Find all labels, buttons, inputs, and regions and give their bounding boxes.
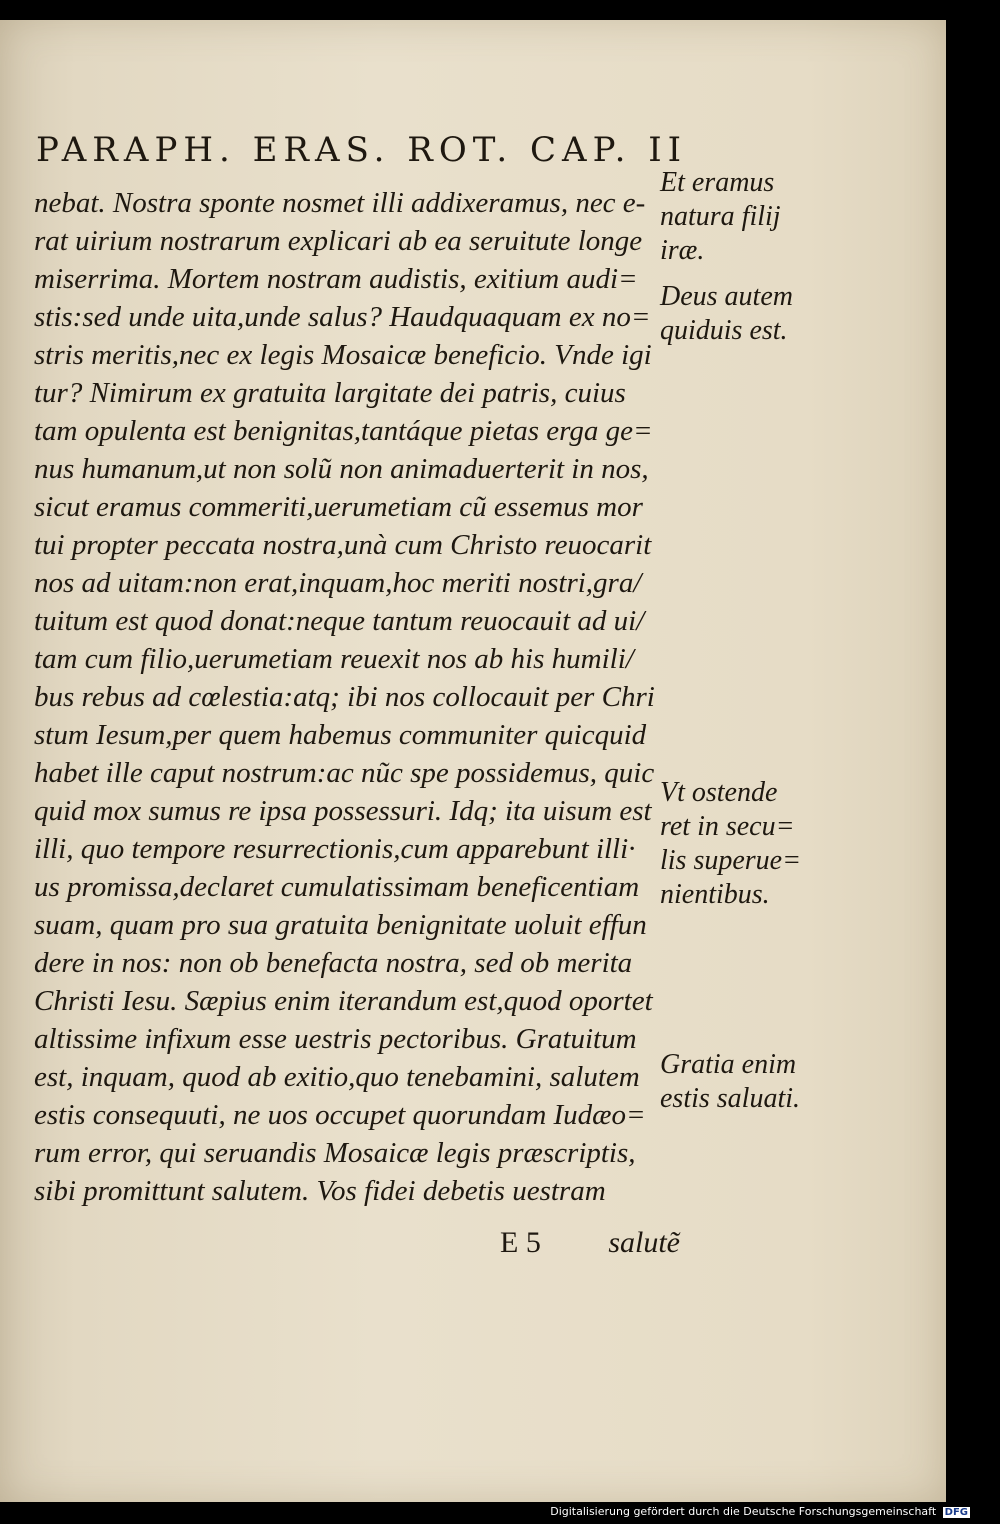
text-line: rum error, qui seruandis Mosaicæ legis præscriptis, — [34, 1137, 636, 1169]
text-line: stum Iesum,per quem habemus communiter quicquid — [34, 719, 647, 751]
marginal-note-line: Vt ostende — [660, 777, 778, 808]
text-line: sicut eramus commeriti,uerumetiam cũ essemus mor — [34, 491, 643, 523]
text-line: dere in nos: non ob benefacta nostra, sed ob merita — [34, 947, 633, 979]
book-page — [0, 20, 946, 1502]
marginal-note — [660, 280, 793, 348]
marginal-note-line: Deus autem — [660, 281, 793, 312]
marginal-note-line: lis superue= — [660, 845, 801, 876]
marginal-note-line: nientibus. — [660, 879, 770, 910]
signature-and-catchword — [500, 1226, 680, 1260]
text-line: nos ad uitam:non erat,inquam,hoc meriti nostri,gra/ — [34, 567, 642, 599]
marginal-note — [660, 166, 781, 268]
text-line: est, inquam, quod ab exitio,quo tenebamini, salutem — [34, 1061, 640, 1093]
text-line: nebat. Nostra sponte nosmet illi addixeramus, nec e- — [34, 187, 646, 219]
text-line: tam cum filio,uerumetiam reuexit nos ab his humili/ — [34, 643, 634, 675]
text-line: rat uirium nostrarum explicari ab ea seruitute longe — [34, 225, 643, 257]
marginal-note-line: Gratia enim — [660, 1049, 797, 1080]
text-line: Christi Iesu. Sæpius enim iterandum est,quod oportet — [34, 985, 653, 1017]
text-line: estis consequuti, ne uos occupet quorundam Iudæo= — [34, 1099, 646, 1131]
marginal-note-line: natura filij — [660, 201, 781, 232]
text-line: miserrima. Mortem nostram audistis, exitium audi= — [34, 263, 638, 295]
funding-text: Digitalisierung gefördert durch die Deutsche Forschungsgemeinschaft — [550, 1505, 937, 1518]
text-line: quid mox sumus re ipsa possessuri. Idq; ita uisum est — [34, 795, 652, 827]
marginal-note-line: Et eramus — [660, 167, 775, 198]
marginal-note — [660, 776, 801, 912]
text-line: stis:sed unde uita,unde salus? Haudquaquam ex no= — [34, 301, 651, 333]
text-line: suam, quam pro sua gratuita benignitate uoluit effun — [34, 909, 647, 941]
marginal-note-line: estis saluati. — [660, 1083, 801, 1114]
marginal-note — [660, 1048, 800, 1116]
catchword: salutẽ — [608, 1226, 680, 1259]
funding-notice — [550, 1505, 970, 1518]
text-line: us promissa,declaret cumulatissimam beneficentiam — [34, 871, 640, 903]
running-title: PARAPH. ERAS. ROT. CAP. II — [36, 130, 688, 170]
text-line: sibi promittunt salutem. Vos fidei debetis uestram — [34, 1175, 606, 1207]
text-line: bus rebus ad cœlestia:atq; ibi nos collocauit per Chri — [34, 681, 655, 713]
text-line: stris meritis,nec ex legis Mosaicæ beneficio. Vnde igi — [34, 339, 652, 371]
dfg-logo-icon: DFG — [944, 1507, 968, 1518]
marginal-note-line: quiduis est. — [660, 315, 788, 346]
text-line: tur? Nimirum ex gratuita largitate dei patris, cuius — [34, 377, 626, 409]
text-line: tam opulenta est benignitas,tantáque pietas erga ge= — [34, 415, 653, 447]
text-line: habet ille caput nostrum:ac nũc spe possidemus, quic — [34, 757, 655, 789]
text-line: tui propter peccata nostra,unà cum Christo reuocarit — [34, 529, 652, 561]
text-line: nus humanum,ut non solũ non animaduerterit in nos, — [34, 453, 649, 485]
marginal-note-line: iræ. — [660, 235, 705, 266]
text-line: illi, quo tempore resurrectionis,cum apparebunt illi· — [34, 833, 636, 865]
text-line: tuitum est quod donat:neque tantum reuocauit ad ui/ — [34, 605, 645, 637]
signature-mark: E 5 — [500, 1226, 541, 1259]
marginal-note-line: ret in secu= — [660, 811, 795, 842]
text-line: altissime infixum esse uestris pectoribus. Gratuitum — [34, 1023, 637, 1055]
